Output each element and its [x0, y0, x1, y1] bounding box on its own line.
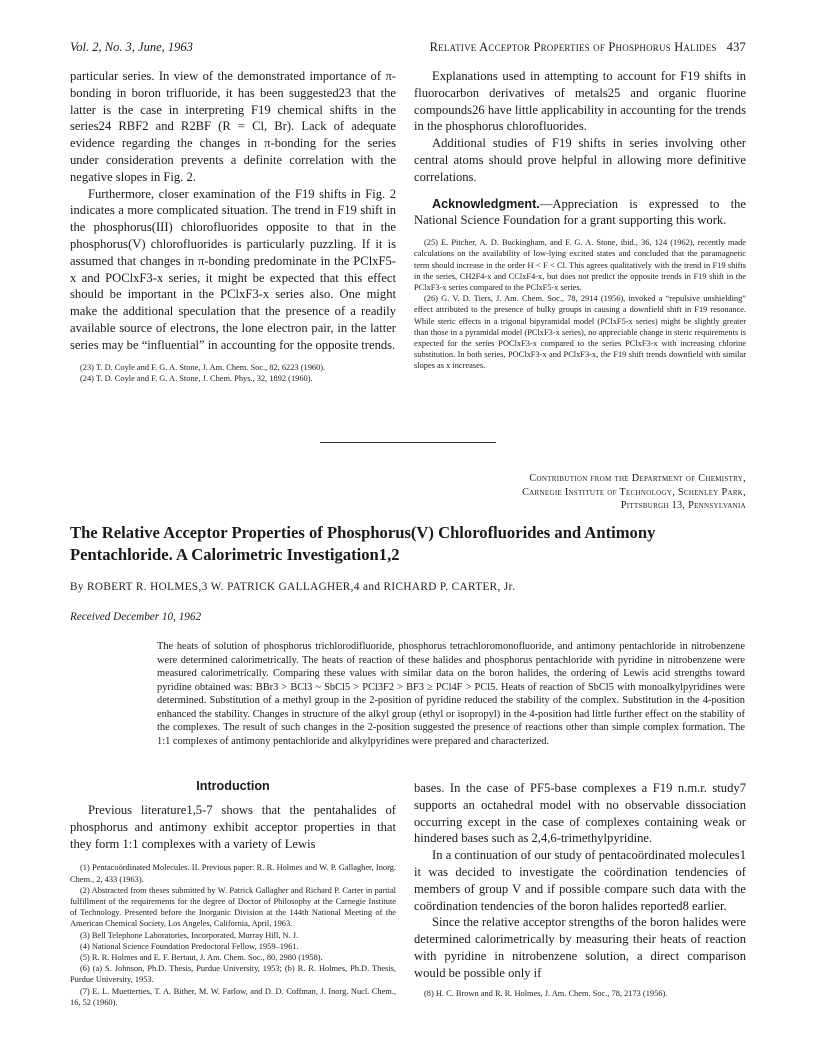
- left-column-top: [70, 68, 396, 384]
- paragraph: Since the relative acceptor strengths of the boron halides were determined calorimetrically by measuring their heats of reaction with pyridine in nitrobenzene solution, a direct comparison would be possible only if: [414, 915, 746, 980]
- acknowledgment-text: —Appreciation is expressed to the National Science Foundation for a grant supporting this work.: [414, 196, 746, 228]
- footnote-5: (5) R. R. Holmes and E. F. Bertaut, J. Am. Chem. Soc., 80, 2980 (1958).: [80, 953, 323, 963]
- paragraph: Previous literature1,5-7 shows that the pentahalides of phosphorus and antimony exhibit acceptor properties in that they form 1:1 complexes with a variety of Lewis: [70, 803, 396, 851]
- running-header-title: [430, 40, 746, 55]
- running-header-volume: Vol. 2, No. 3, June, 1963: [70, 40, 193, 54]
- footnote-26: (26) G. V. D. Tiers, J. Am. Chem. Soc., 78, 2914 (1956), invoked a “repulsive unshielding” effect attributed to the presence of bulky groups in causing a downfield shift in F19 resonance. While steric effects in a trigonal bipyramidal model (PClxF5-x series) might be slightly greater than those in a pyramidal model (PClxF3-x series), no appreciable change in steric requirements is expected for the series POClxF3-x compared to the series PClxF3-x with increasing chlorine substitution. In both series, POClxF3-x and PClxF3-x, the F19 shift trends downfield with similar slopes as x increases.: [414, 294, 746, 371]
- footnote-25: (25) E. Pitcher, A. D. Buckingham, and F. G. A. Stone, ibid., 36, 124 (1962), recently made calculations on the availability of low-lying excited states and concluded that the paramagnetic term should increase in the order H < F < Cl. This agrees qualitatively with the trend in F19 shifts in the series, CH2F4-x and CClxF4-x, but does not predict the opposite trends in F19 shift in the PClxF3-x series compared to the PClxF5-x series.: [414, 238, 746, 292]
- page-number: 437: [726, 40, 746, 54]
- contribution-address: [326, 472, 746, 513]
- article-authors: By ROBERT R. HOLMES,3 W. PATRICK GALLAGHER,4 and RICHARD P. CARTER, Jr.: [70, 581, 516, 593]
- intro-right-column: [414, 780, 746, 999]
- footnote-6: (6) (a) S. Johnson, Ph.D. Thesis, Purdue University, 1953; (b) R. R. Holmes, Ph.D. Thesis, Purdue University, 1953.: [70, 964, 396, 985]
- paragraph: In a continuation of our study of pentacoördinated molecules1 it was decided to investigate the coördination tendencies of members of group V and if possible compare such data with the coördination tendencies of the boron halides reported8 earlier.: [414, 848, 746, 913]
- footnote-2: (2) Abstracted from theses submitted by W. Patrick Gallagher and Richard P. Carter in partial fulfillment of the requirements for the degree of Doctor of Philosophy at the Carnegie Institute of Technology. Presented before the Inorganic Division at the 144th National Meeting of the American Chemical Society, Los Angeles, California, April, 1963.: [70, 885, 396, 929]
- contribution-line: Contribution from the Department of Chemistry,: [529, 473, 746, 484]
- paragraph: Explanations used in attempting to account for F19 shifts in fluorocarbon derivatives of metals25 and organic fluorine compounds26 have little applicability in accounting for the trends in the phosphorus chlorofluorides.: [414, 69, 746, 134]
- footnote-8: (8) H. C. Brown and R. R. Holmes, J. Am. Chem. Soc., 78, 2173 (1956).: [424, 988, 668, 998]
- footnote-23: (23) T. D. Coyle and F. G. A. Stone, J. Am. Chem. Soc., 82, 6223 (1960).: [80, 362, 326, 372]
- section-divider: [320, 442, 496, 443]
- received-date: Received December 10, 1962: [70, 611, 202, 623]
- section-heading-introduction: Introduction: [196, 779, 270, 793]
- running-header-text: Relative Acceptor Properties of Phosphorus Halides: [429, 40, 717, 54]
- paragraph: bases. In the case of PF5-base complexes a F19 n.m.r. study7 supports an octahedral model with no observable dissociation occurring except in the case of complexes containing weak or hindered bases such as 2,4,6-trimethylpyridine.: [414, 781, 746, 846]
- paragraph: Furthermore, closer examination of the F19 shifts in Fig. 2 indicates a more complicated situation. The trend in F19 shift in the phosphorus(III) chlorofluorides opposite to that in the phosphorus(V) chlorofluorides is particularly puzzling. If it is assumed that changes in π-bonding predominate in the PClxF5-x and POClxF3-x series, it might be expected that this effect should be important in the PClxF3-x series also. One might make the additional speculation that the presence of a readily available source of electrons, the lone electron pair, in the latter series may be “influential” in accounting for the opposite trends.: [70, 186, 396, 352]
- intro-left-column: [70, 802, 396, 1008]
- right-column-top: [414, 68, 746, 372]
- abstract: The heats of solution of phosphorus trichlorodifluoride, phosphorus tetrachloromonofluoride, and antimony pentachloride in nitrobenzene were determined calorimetrically. The heats of reaction of these halides and phosphorus pentachloride with pyridine in nitrobenzene were measured calorimetrically. Comparing these values with similar data on the boron halides, the ordering of Lewis acid strengths toward pyridine obtained was: BBr3 > BCl3 ~ SbCl5 > PCl3F2 > BF3 ≥ PCl4F > PCl5. Heats of reaction of SbCl5 with monoalkylpyridines were determined. Substitution of a methyl group in the 2-position of pyridine reduced the stability of the complex. Substitution in the 4-position enhanced the stability. Changes in structure of the alkyl group (ethyl or isopropyl) in the 4-position had little further effect on the stability of the complexes. The result of such changes in the 2-position suggested the presence of reactions other than simple complex formation. The 1:1 complexes of antimony pentachloride and alkylpyridines were prepared and characterized.: [157, 641, 745, 747]
- acknowledgment: [414, 196, 746, 230]
- paragraph: particular series. In view of the demonstrated importance of π-bonding in boron trifluoride, it has been suggested23 that the latter is the case in interpreting F19 chemical shifts in the series24 RBF2 and R2BF (R = Cl, Br). Lack of adequate evidence regarding the changes in π-bonding for the series under consideration prevents a definite correlation with the negative slopes in Fig. 2.: [70, 69, 396, 184]
- article-title: The Relative Acceptor Properties of Phosphorus(V) Chlorofluorides and Antimony Pentachloride. A Calorimetric Investigation1,2: [70, 523, 656, 564]
- footnote-24: (24) T. D. Coyle and F. G. A. Stone, J. Chem. Phys., 32, 1892 (1960).: [80, 373, 313, 383]
- footnote-1: (1) Pentacoördinated Molecules. II. Previous paper: R. R. Holmes and W. P. Gallagher, Inorg. Chem., 2, 433 (1963).: [70, 863, 396, 884]
- footnote-4: (4) National Science Foundation Predoctoral Fellow, 1959–1961.: [80, 941, 299, 951]
- contribution-line: Carnegie Institute of Technology, Schenley Park,: [522, 486, 746, 498]
- acknowledgment-heading: Acknowledgment.: [432, 196, 540, 211]
- footnote-7: (7) E. L. Muetterties, T. A. Bither, M. W. Farlow, and D. D. Coffman, J. Inorg. Nucl. Chem., 16, 52 (1960).: [70, 986, 396, 1007]
- contribution-line: Pittsburgh 13, Pennsylvania: [620, 500, 746, 511]
- footnote-3: (3) Bell Telephone Laboratories, Incorporated, Murray Hill, N. J.: [80, 930, 299, 940]
- paragraph: Additional studies of F19 shifts in series involving other central atoms should prove helpful in allowing more definitive correlations.: [414, 136, 746, 184]
